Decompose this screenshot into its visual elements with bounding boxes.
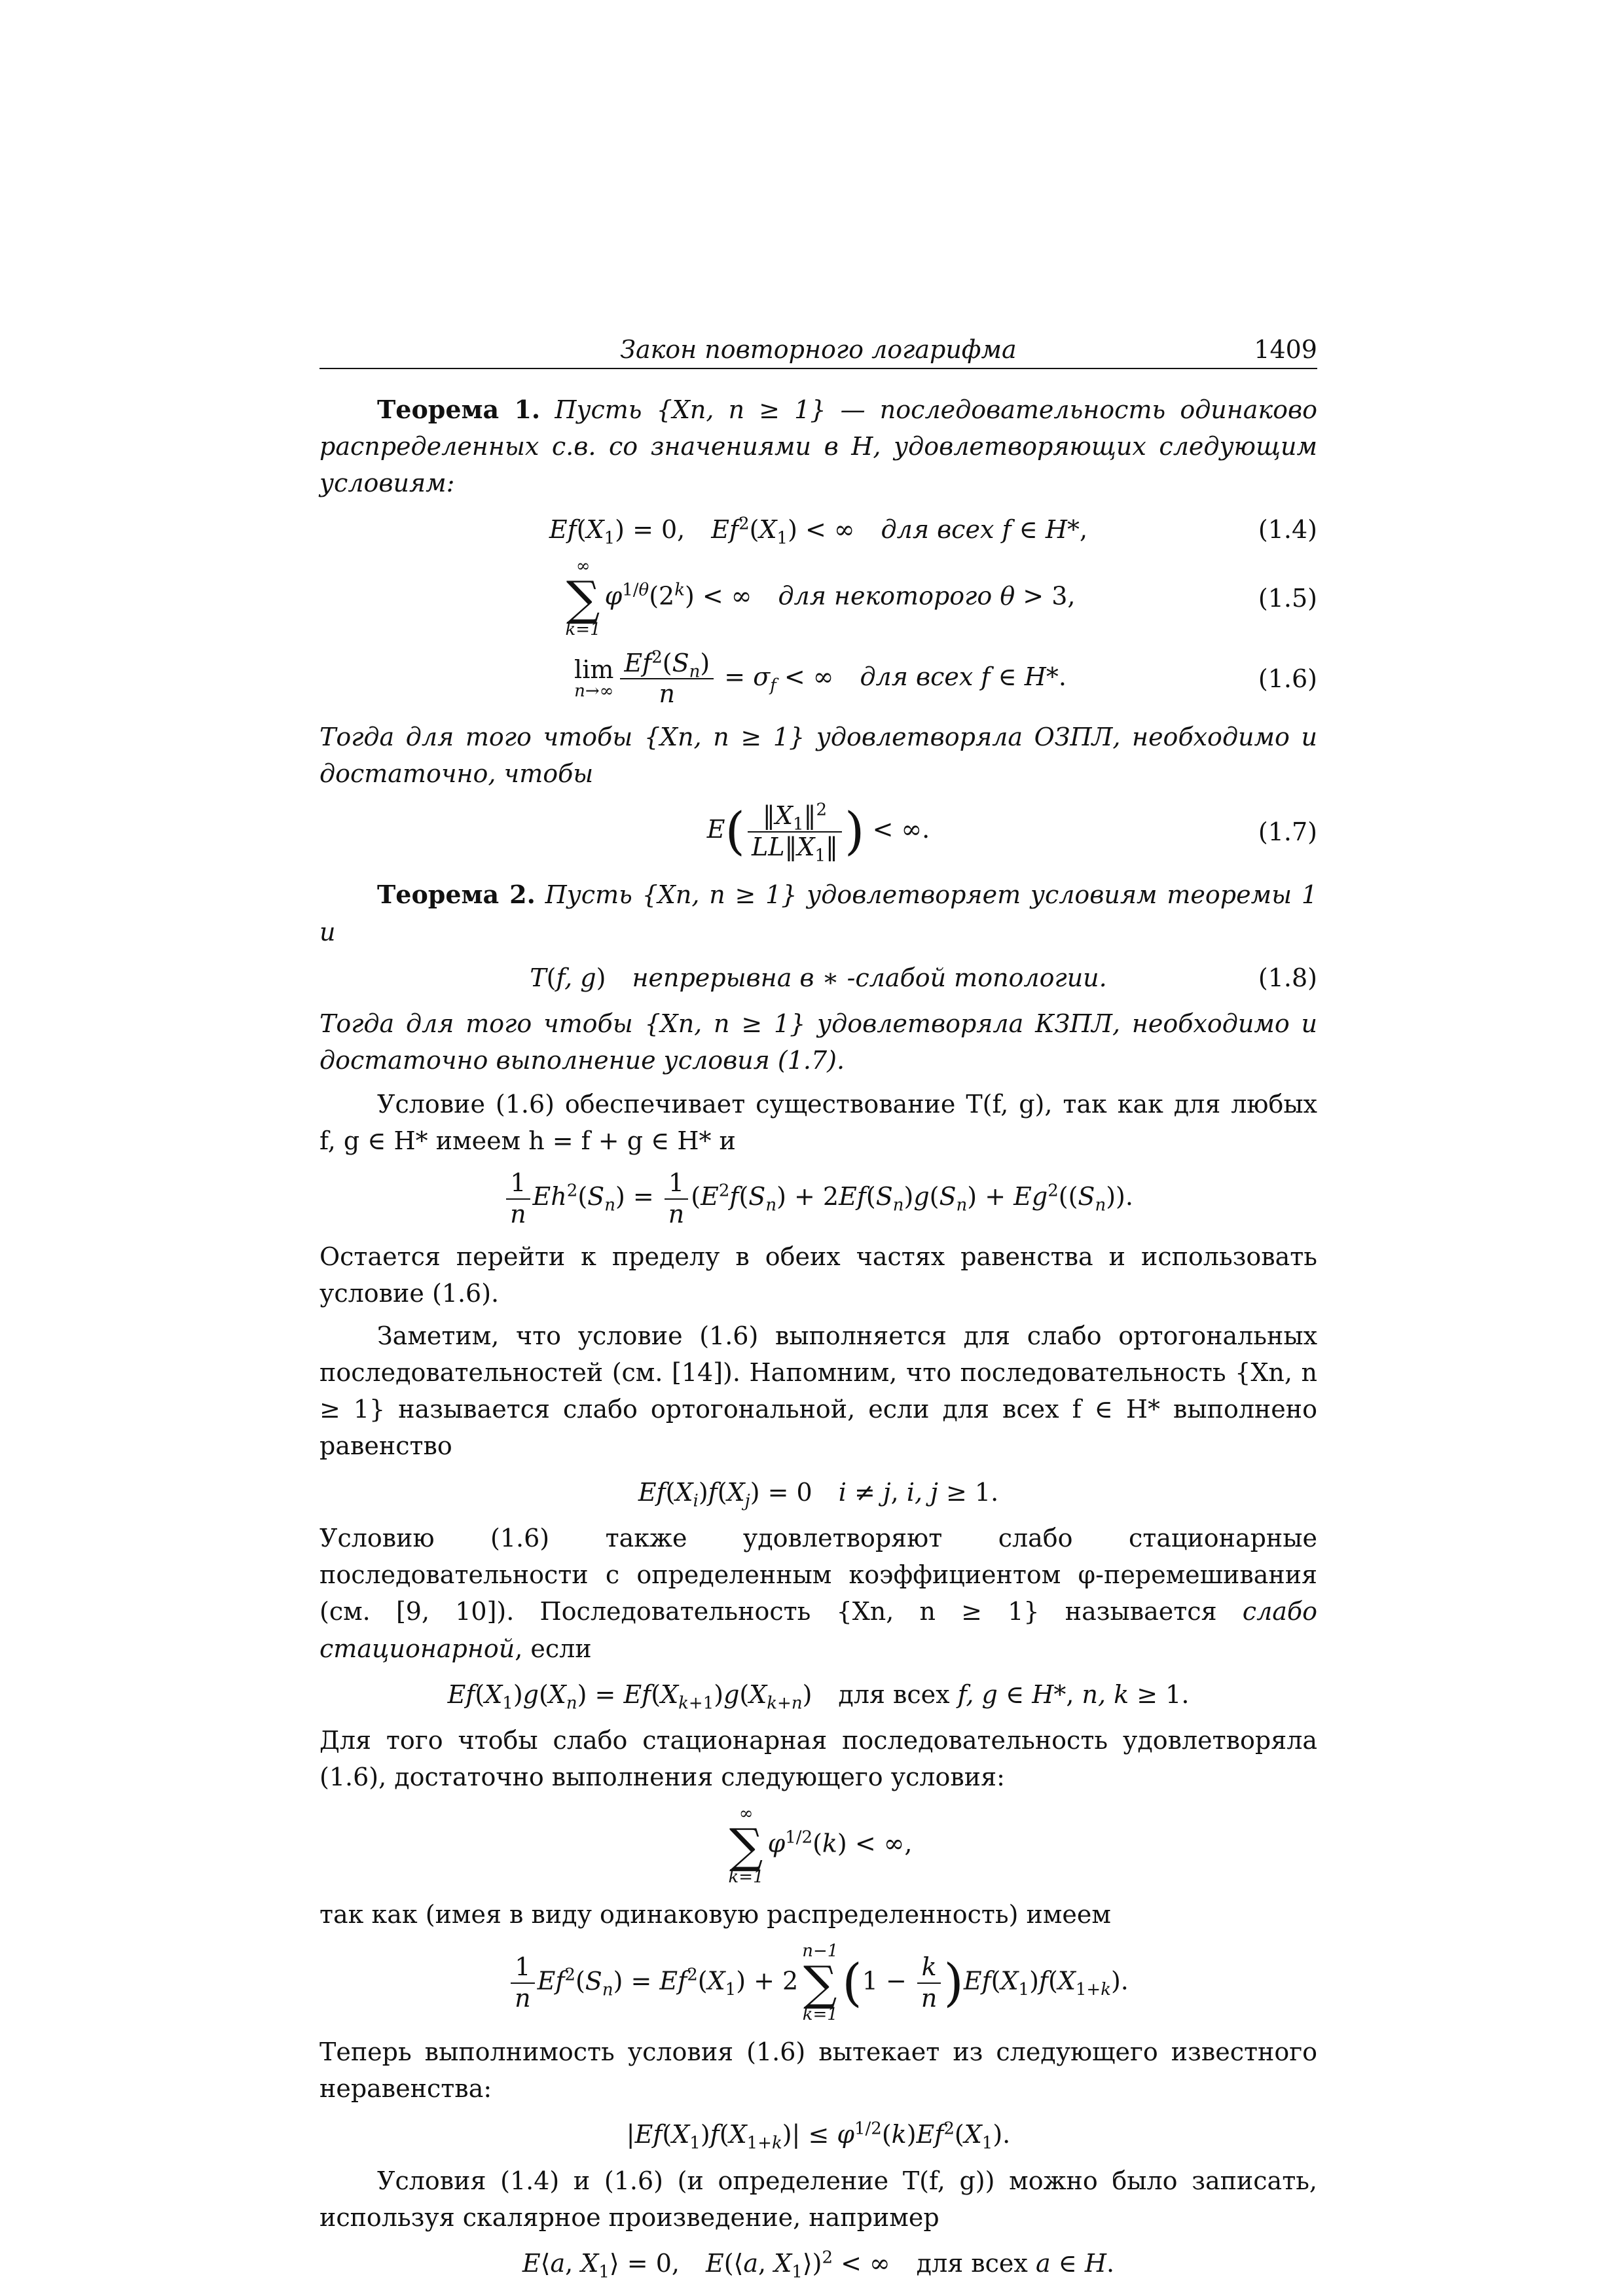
paragraph-1: Условие (1.6) обеспечивает существование T(f, g), так как для любых f, g ∈ H* имеем h = f + g ∈ H* и [319, 1089, 1317, 1155]
equation-number: (1.7) [1258, 817, 1317, 846]
theorem-1 [319, 391, 1317, 502]
theorem-2-conclusion: Тогда для того чтобы {Xn, n ≥ 1} удовлетворяла КЗПЛ, необходимо и достаточно выполнение условия (1.7). [319, 1009, 1317, 1075]
paragraph-5: Для того чтобы слабо стационарная последовательность удовлетворяла (1.6), достаточно выполнения следующего условия: [319, 1726, 1317, 1792]
equation-a: $\frac{1}{n}$ $Eh^2(S_n)$ = $\frac{1}{n}$ ($E^2f(S_n) + 2Ef(S_n)g(S_n) + Eg^2((S_n))$. [319, 1168, 1317, 1229]
equation-e: $\frac{1}{n}$ $Ef^2(S_n) = Ef^2(X_1) + 2$ n−1 ∑ k=1 (1 − $\frac{k}{n}$ )$Ef(X_1)f(X_{1+k})$. [319, 1942, 1317, 2024]
paragraph-2: Остается перейти к пределу в обеих частях равенства и использовать условие (1.6). [319, 1242, 1317, 1308]
equation-g: E⟨a, $X_1⟩ = 0$, E(⟨a, $X_1⟩)^2$ < ∞ для всех a ∈ H. [522, 2248, 1115, 2282]
paragraph-6: так как (имея в виду одинаковую распределенность) имеем [319, 1900, 1111, 1929]
theorem-2-heading: Теорема 2. [377, 880, 536, 910]
paragraph-4-emphasis: слабо стационарной [319, 1597, 1317, 1663]
page [319, 327, 1317, 2291]
equation-number: (1.5) [1258, 583, 1317, 613]
equation-number: (1.4) [1258, 514, 1317, 544]
theorem-1-heading: Теорема 1. [377, 395, 541, 424]
paragraph-4-text: Условию (1.6) также удовлетворяют слабо стационарные последовательности с определенным коэффициентом φ-перемешивания (см. [9, 10]). Последовательность {Xn, n ≥ 1} называется [319, 1523, 1317, 1626]
equation-f: $|Ef(X_1)f(X_{1+k})| \le \varphi^{1/2}(k)Ef^2(X_1)$. [626, 2119, 1011, 2153]
equation-1-8: T(f, g) непрерывна в ∗ -слабой топологии. (1.8) [319, 960, 1317, 996]
page-number: 1409 [1254, 335, 1317, 364]
paragraph-8: Условия (1.4) и (1.6) (и определение T(f, g)) можно было записать, используя скалярное произведение, например [319, 2166, 1317, 2232]
theorem-1-conclusion: Тогда для того чтобы {Xn, n ≥ 1} удовлетворяла ОЗПЛ, необходимо и достаточно, чтобы [319, 722, 1317, 788]
theorem-2-text: Пусть {Xn, n ≥ 1} удовлетворяет условиям теоремы 1 и [319, 880, 1318, 946]
paragraph-4 [319, 1520, 1317, 1667]
equation-c: $Ef(X_1)g(X_n) = Ef(X_{k+1})g(X_{k+n})$ для всех f, g ∈ H*, n, k ≥ 1. [447, 1679, 1190, 1713]
equation-1-6: lim n→∞ $\frac{Ef^2(S_n)}{n}$ = $\sigma_f$ < ∞ для всех f ∈ H*. (1.6) [574, 647, 1317, 709]
equation-number: (1.8) [1258, 963, 1317, 992]
running-header [319, 327, 1317, 369]
equation-d: ∞ ∑ k=1 $\varphi^{1/2}(k)$ < ∞, [728, 1804, 913, 1888]
equation-1-5: ∞ ∑ k=1 $\varphi^{1/\theta}(2^k)$ < ∞ для некоторого θ > 3, (1.5) [565, 556, 1317, 639]
running-title: Закон повторного логарифма [620, 335, 1017, 364]
paragraph-4-end: , если [515, 1634, 592, 1663]
equation-1-7: E( $\frac{‖X_1‖^2}{LL‖X_1‖}$ ) < ∞. (1.7) [706, 800, 1317, 866]
paragraph-3: Заметим, что условие (1.6) выполняется для слабо ортогональных последовательностей (см. [14]). Напомним, что последовательность {Xn, n ≥ 1} называется слабо ортогональной, если для всех f ∈ H* выполнено равенство [319, 1321, 1317, 1461]
equation-1-4: $Ef(X_1) = 0$, $Ef^2(X_1)$ < ∞ для всех f ∈ H*, (1.4) [319, 511, 1317, 548]
equation-b: $Ef(X_i)f(X_j) = 0$ i ≠ j, i, j ≥ 1. [638, 1477, 999, 1511]
equation-number: (1.6) [1258, 664, 1317, 693]
theorem-2 [319, 876, 1317, 950]
paragraph-7: Теперь выполнимость условия (1.6) вытекает из следующего известного неравенства: [319, 2037, 1317, 2104]
theorem-1-text: Пусть {Xn, n ≥ 1} — последовательность одинаково распределенных с.в. со значениями в H, удовлетворяющих следующим условиям: [319, 395, 1318, 498]
